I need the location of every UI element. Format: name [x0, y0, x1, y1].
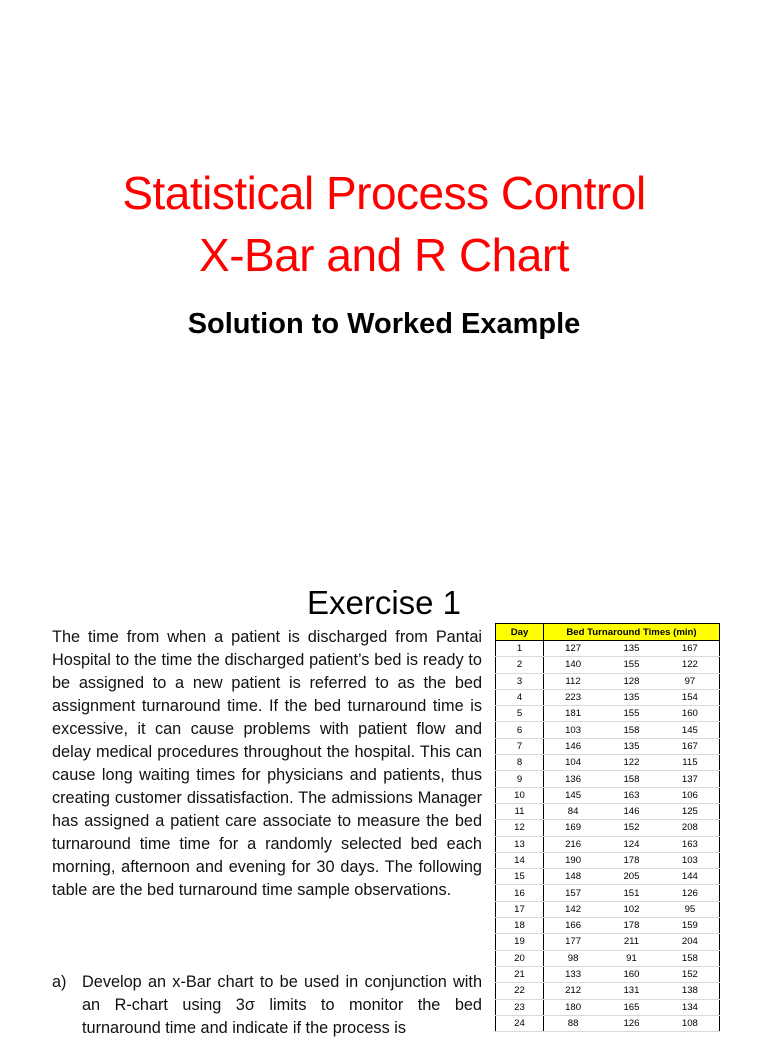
time-cell: 155 — [602, 657, 661, 673]
time-cell: 152 — [661, 966, 720, 982]
title-line-1: Statistical Process Control — [122, 167, 646, 219]
table-body — [496, 641, 720, 1032]
time-cell: 115 — [661, 755, 720, 771]
time-cell: 157 — [544, 885, 603, 901]
turnaround-table-container — [495, 623, 720, 1032]
time-cell: 126 — [661, 885, 720, 901]
time-cell: 103 — [544, 722, 603, 738]
day-cell: 23 — [496, 999, 544, 1015]
day-cell: 19 — [496, 934, 544, 950]
time-cell: 127 — [544, 641, 603, 657]
time-cell: 102 — [602, 901, 661, 917]
time-cell: 138 — [661, 983, 720, 999]
table-row — [496, 689, 720, 705]
turnaround-table — [495, 623, 720, 1032]
time-cell: 178 — [602, 852, 661, 868]
time-cell: 166 — [544, 918, 603, 934]
time-cell: 144 — [661, 869, 720, 885]
day-cell: 22 — [496, 983, 544, 999]
day-cell: 15 — [496, 869, 544, 885]
table-row — [496, 738, 720, 754]
table-row — [496, 673, 720, 689]
title-line-2: X-Bar and R Chart — [199, 229, 569, 281]
time-cell: 160 — [602, 966, 661, 982]
time-cell: 204 — [661, 934, 720, 950]
time-cell: 145 — [661, 722, 720, 738]
time-cell: 84 — [544, 803, 603, 819]
time-cell: 106 — [661, 787, 720, 803]
table-row — [496, 999, 720, 1015]
table-row — [496, 966, 720, 982]
time-cell: 135 — [602, 641, 661, 657]
time-cell: 135 — [602, 689, 661, 705]
time-cell: 128 — [602, 673, 661, 689]
time-cell: 154 — [661, 689, 720, 705]
time-cell: 112 — [544, 673, 603, 689]
exercise-paragraph: The time from when a patient is discharged from Pantai Hospital to the time the discharged patient’s bed is ready to be assigned to a new patient is referred to as the bed assignment turnaround time. If the bed turnaround time is excessive, it can cause problems with patient flow and delay medical procedures throughout the hospital. This can cause long waiting times for physicians and patients, thus creating customer dissatisfaction. The admissions Manager has assigned a patient care associate to measure the bed turnaround time time for a randomly selected bed each morning, afternoon and evening for 30 days. The following table are the bed turnaround time sample observations. — [52, 628, 482, 899]
time-cell: 142 — [544, 901, 603, 917]
time-cell: 216 — [544, 836, 603, 852]
day-cell: 3 — [496, 673, 544, 689]
day-cell: 4 — [496, 689, 544, 705]
time-cell: 190 — [544, 852, 603, 868]
table-row — [496, 852, 720, 868]
table-row — [496, 869, 720, 885]
day-cell: 7 — [496, 738, 544, 754]
header-times: Bed Turnaround Times (min) — [544, 624, 720, 641]
time-cell: 158 — [602, 722, 661, 738]
table-row — [496, 803, 720, 819]
time-cell: 140 — [544, 657, 603, 673]
day-cell: 10 — [496, 787, 544, 803]
time-cell: 151 — [602, 885, 661, 901]
table-row — [496, 901, 720, 917]
table-row — [496, 771, 720, 787]
time-cell: 98 — [544, 950, 603, 966]
time-cell: 88 — [544, 1015, 603, 1031]
time-cell: 131 — [602, 983, 661, 999]
time-cell: 212 — [544, 983, 603, 999]
time-cell: 148 — [544, 869, 603, 885]
time-cell: 178 — [602, 918, 661, 934]
time-cell: 95 — [661, 901, 720, 917]
time-cell: 122 — [602, 755, 661, 771]
time-cell: 167 — [661, 738, 720, 754]
question-text: Develop an x-Bar chart to be used in conjunction with an R-chart using 3σ limits to monitor the bed turnaround time and indicate if the process is — [82, 973, 482, 1037]
table-row — [496, 820, 720, 836]
day-cell: 5 — [496, 706, 544, 722]
time-cell: 158 — [602, 771, 661, 787]
day-cell: 2 — [496, 657, 544, 673]
question-a — [52, 971, 482, 1040]
day-cell: 8 — [496, 755, 544, 771]
day-cell: 1 — [496, 641, 544, 657]
time-cell: 125 — [661, 803, 720, 819]
table-row — [496, 755, 720, 771]
day-cell: 14 — [496, 852, 544, 868]
time-cell: 177 — [544, 934, 603, 950]
day-cell: 24 — [496, 1015, 544, 1031]
time-cell: 211 — [602, 934, 661, 950]
time-cell: 124 — [602, 836, 661, 852]
time-cell: 160 — [661, 706, 720, 722]
exercise-heading: Exercise 1 — [306, 584, 462, 621]
time-cell: 135 — [602, 738, 661, 754]
day-cell: 21 — [496, 966, 544, 982]
day-cell: 17 — [496, 901, 544, 917]
day-cell: 13 — [496, 836, 544, 852]
table-row — [496, 641, 720, 657]
time-cell: 169 — [544, 820, 603, 836]
day-cell: 20 — [496, 950, 544, 966]
day-cell: 18 — [496, 918, 544, 934]
time-cell: 158 — [661, 950, 720, 966]
day-cell: 9 — [496, 771, 544, 787]
day-cell: 16 — [496, 885, 544, 901]
table-row — [496, 934, 720, 950]
time-cell: 167 — [661, 641, 720, 657]
table-row — [496, 1015, 720, 1031]
time-cell: 181 — [544, 706, 603, 722]
table-row — [496, 885, 720, 901]
day-cell: 6 — [496, 722, 544, 738]
time-cell: 137 — [661, 771, 720, 787]
table-row — [496, 722, 720, 738]
table-row — [496, 787, 720, 803]
time-cell: 223 — [544, 689, 603, 705]
table-row — [496, 706, 720, 722]
time-cell: 103 — [661, 852, 720, 868]
time-cell: 104 — [544, 755, 603, 771]
question-label: a) — [52, 973, 67, 991]
time-cell: 146 — [544, 738, 603, 754]
table-row — [496, 836, 720, 852]
time-cell: 122 — [661, 657, 720, 673]
time-cell: 146 — [602, 803, 661, 819]
table-row — [496, 950, 720, 966]
subtitle: Solution to Worked Example — [187, 308, 581, 340]
time-cell: 152 — [602, 820, 661, 836]
time-cell: 205 — [602, 869, 661, 885]
time-cell: 97 — [661, 673, 720, 689]
time-cell: 163 — [661, 836, 720, 852]
time-cell: 126 — [602, 1015, 661, 1031]
time-cell: 165 — [602, 999, 661, 1015]
time-cell: 134 — [661, 999, 720, 1015]
day-cell: 11 — [496, 803, 544, 819]
header-day: Day — [496, 624, 544, 641]
table-row — [496, 983, 720, 999]
time-cell: 145 — [544, 787, 603, 803]
table-header-row — [496, 624, 720, 641]
time-cell: 133 — [544, 966, 603, 982]
table-row — [496, 918, 720, 934]
time-cell: 155 — [602, 706, 661, 722]
time-cell: 208 — [661, 820, 720, 836]
time-cell: 108 — [661, 1015, 720, 1031]
day-cell: 12 — [496, 820, 544, 836]
time-cell: 91 — [602, 950, 661, 966]
time-cell: 163 — [602, 787, 661, 803]
time-cell: 136 — [544, 771, 603, 787]
time-cell: 180 — [544, 999, 603, 1015]
time-cell: 159 — [661, 918, 720, 934]
table-row — [496, 657, 720, 673]
